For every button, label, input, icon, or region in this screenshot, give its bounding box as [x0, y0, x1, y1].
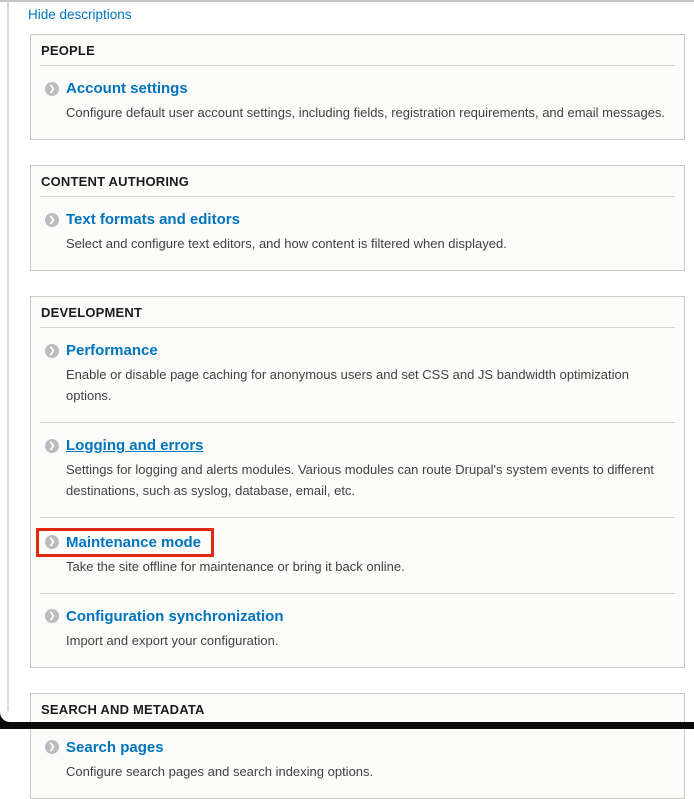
section-panel	[30, 693, 685, 799]
window-bottom-bar	[0, 722, 694, 729]
section-panel	[30, 296, 685, 668]
circle-chevron-right-icon: ❯	[45, 439, 59, 453]
section-title: SEARCH AND METADATA	[40, 694, 675, 725]
item-link[interactable]: Account settings	[66, 80, 188, 97]
item-description: Import and export your configuration.	[66, 632, 279, 648]
section-title: PEOPLE	[40, 35, 675, 66]
circle-chevron-right-icon: ❯	[45, 344, 59, 358]
circle-chevron-right-icon: ❯	[45, 740, 59, 754]
item-link[interactable]: Text formats and editors	[66, 211, 240, 228]
item-link-row	[45, 341, 674, 360]
circle-chevron-right-icon: ❯	[45, 535, 59, 549]
section-title: CONTENT AUTHORING	[40, 166, 675, 197]
section-items	[40, 197, 675, 270]
item-description: Configure default user account settings, including fields, registration requirements, and email messages.	[66, 105, 666, 120]
config-list-item	[40, 328, 675, 422]
section-items	[40, 725, 675, 798]
item-link-row-highlighted	[36, 528, 214, 557]
config-list-item	[40, 725, 675, 798]
item-link[interactable]: Configuration synchronization	[66, 607, 284, 625]
window-top-edge	[0, 0, 694, 2]
item-link[interactable]: Performance	[66, 342, 158, 359]
item-description: Enable or disable page caching for anonymous users and set CSS and JS bandwidth optimization options.	[66, 367, 629, 403]
config-list-item	[40, 66, 675, 139]
item-description: Configure search pages and search indexing options.	[66, 763, 374, 779]
hide-descriptions-link[interactable]: Hide descriptions	[28, 7, 132, 22]
item-link-row	[45, 210, 674, 229]
item-link-row	[45, 79, 674, 98]
circle-chevron-right-icon: ❯	[45, 82, 59, 96]
item-description: Take the site offline for maintenance or bring it back online.	[66, 558, 405, 574]
circle-chevron-right-icon: ❯	[45, 213, 59, 227]
item-link[interactable]: Maintenance mode	[66, 533, 202, 551]
section-items	[40, 328, 675, 667]
item-description: Settings for logging and alerts modules. Various modules can route Drupal's system events to different destinations, such as syslog, database, email, etc.	[66, 462, 655, 498]
item-link[interactable]: Logging and errors	[66, 437, 204, 454]
circle-chevron-right-icon: ❯	[45, 609, 59, 623]
window-left-edge	[7, 2, 9, 722]
sections-container	[30, 34, 685, 799]
item-link-row	[45, 436, 674, 455]
section-title: DEVELOPMENT	[40, 297, 675, 328]
config-list-item	[40, 197, 675, 270]
item-description: Select and configure text editors, and how content is filtered when displayed.	[66, 236, 507, 251]
section-items	[40, 66, 675, 139]
config-list-item	[40, 422, 675, 517]
section-panel	[30, 34, 685, 140]
config-list-item	[40, 593, 675, 667]
item-link-row	[45, 738, 674, 757]
item-link-row	[45, 607, 674, 626]
section-panel	[30, 165, 685, 271]
item-link[interactable]: Search pages	[66, 738, 164, 756]
config-list-item	[40, 517, 675, 593]
